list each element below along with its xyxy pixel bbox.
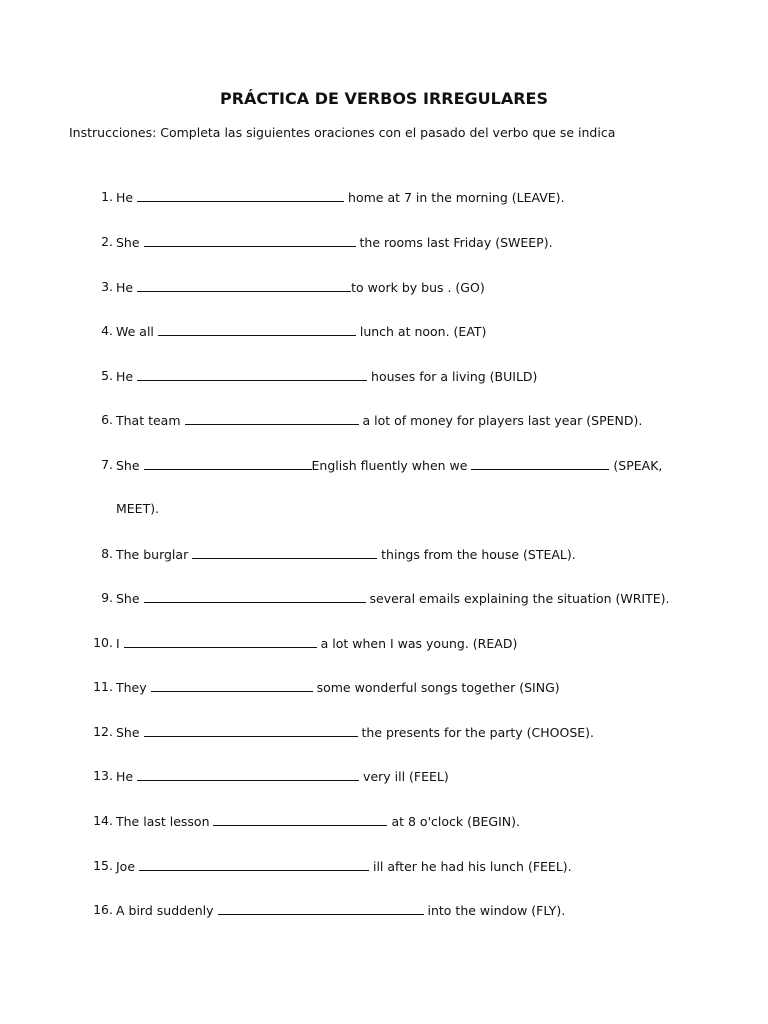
sentence-start: Joe <box>116 859 139 874</box>
answer-blank <box>139 858 369 871</box>
answer-blank <box>144 457 312 470</box>
exercise-sentence <box>116 546 576 562</box>
exercise-number: 2. <box>101 234 113 249</box>
sentence-end: the rooms last Friday (SWEEP). <box>355 235 553 250</box>
sentence-start: She <box>116 235 144 250</box>
sentence-middle: English fluently when we <box>311 458 472 473</box>
answer-blank <box>192 546 377 559</box>
sentence-end: lunch at noon. (EAT) <box>355 324 487 339</box>
answer-blank <box>137 189 344 202</box>
answer-blank <box>144 590 366 603</box>
sentence-start: The burglar <box>116 547 193 562</box>
exercise-sentence <box>116 457 662 473</box>
sentence-end: to work by bus . (GO) <box>351 280 485 295</box>
answer-blank <box>151 679 313 692</box>
sentence-end: at 8 o'clock (BEGIN). <box>387 814 521 829</box>
exercise-number: 8. <box>101 546 113 561</box>
exercise-number: 11. <box>93 679 113 694</box>
answer-blank <box>144 234 356 247</box>
sentence-start: The last lesson <box>116 814 214 829</box>
exercise-item-5 <box>0 368 768 388</box>
sentence-start: He <box>116 769 138 784</box>
exercise-item-16 <box>0 902 768 922</box>
exercise-sentence <box>116 323 486 339</box>
answer-blank <box>213 813 387 826</box>
exercise-item-13 <box>0 768 768 788</box>
exercise-sentence <box>116 902 565 918</box>
sentence-start: We all <box>116 324 158 339</box>
answer-blank <box>218 902 424 915</box>
sentence-start: She <box>116 725 144 740</box>
exercise-sentence <box>116 368 537 384</box>
sentence-start: She <box>116 591 144 606</box>
sentence-end: the presents for the party (CHOOSE). <box>357 725 595 740</box>
sentence-start: He <box>116 369 138 384</box>
exercise-number: 16. <box>93 902 113 917</box>
exercise-sentence <box>116 279 485 295</box>
answer-blank <box>158 323 356 336</box>
sentence-end: a lot of money for players last year (SPEND). <box>358 413 643 428</box>
answer-blank <box>137 279 351 292</box>
exercise-item-15 <box>0 858 768 878</box>
exercise-number: 3. <box>101 279 113 294</box>
exercise-sentence <box>116 189 565 205</box>
exercise-item-7 <box>0 457 768 477</box>
exercise-sentence <box>116 234 553 250</box>
exercise-sentence <box>116 724 594 740</box>
worksheet-title: PRÁCTICA DE VERBOS IRREGULARES <box>219 89 549 108</box>
answer-blank <box>185 412 359 425</box>
exercise-item-7-continuation <box>0 501 768 521</box>
exercise-item-8 <box>0 546 768 566</box>
exercise-number: 9. <box>101 590 113 605</box>
exercise-sentence <box>116 768 449 784</box>
exercise-item-14 <box>0 813 768 833</box>
sentence-end: several emails explaining the situation (WRITE). <box>365 591 670 606</box>
sentence-end: (SPEAK, <box>609 458 663 473</box>
exercise-item-9 <box>0 590 768 610</box>
exercise-item-1 <box>0 189 768 209</box>
exercise-number: 15. <box>93 858 113 873</box>
exercise-item-12 <box>0 724 768 744</box>
exercise-item-2 <box>0 234 768 254</box>
sentence-end: home at 7 in the morning (LEAVE). <box>344 190 565 205</box>
sentence-start: I <box>116 636 124 651</box>
exercise-sentence <box>116 635 517 651</box>
exercise-sentence <box>116 813 520 829</box>
exercise-item-10 <box>0 635 768 655</box>
exercise-number: 5. <box>101 368 113 383</box>
exercise-sentence <box>116 590 670 606</box>
sentence-end: some wonderful songs together (SING) <box>312 680 560 695</box>
exercise-number: 7. <box>101 457 113 472</box>
exercise-number: 14. <box>93 813 113 828</box>
exercise-number: 1. <box>101 189 113 204</box>
answer-blank <box>137 768 359 781</box>
exercise-sentence <box>116 412 642 428</box>
answer-blank <box>144 724 358 737</box>
sentence-start: A bird suddenly <box>116 903 218 918</box>
exercise-item-4 <box>0 323 768 343</box>
exercise-number: 4. <box>101 323 113 338</box>
instructions-text: Instrucciones: Completa las siguientes oraciones con el pasado del verbo que se indica <box>69 125 616 140</box>
exercise-item-6 <box>0 412 768 432</box>
sentence-end: ill after he had his lunch (FEEL). <box>369 859 572 874</box>
exercise-number: 10. <box>93 635 113 650</box>
answer-blank <box>124 635 317 648</box>
exercise-item-3 <box>0 279 768 299</box>
sentence-continuation: MEET). <box>116 501 160 516</box>
exercise-number: 12. <box>93 724 113 739</box>
sentence-end: very ill (FEEL) <box>359 769 449 784</box>
sentence-start: That team <box>116 413 185 428</box>
exercise-number: 6. <box>101 412 113 427</box>
sentence-end: into the window (FLY). <box>423 903 566 918</box>
exercise-sentence <box>116 858 572 874</box>
sentence-start: He <box>116 280 138 295</box>
exercise-item-11 <box>0 679 768 699</box>
sentence-end: a lot when I was young. (READ) <box>316 636 518 651</box>
answer-blank <box>471 457 609 470</box>
sentence-end: things from the house (STEAL). <box>377 547 576 562</box>
sentence-start: They <box>116 680 151 695</box>
sentence-end: houses for a living (BUILD) <box>367 369 538 384</box>
exercise-sentence <box>116 679 560 695</box>
answer-blank <box>137 368 367 381</box>
sentence-start: She <box>116 458 144 473</box>
exercise-number: 13. <box>93 768 113 783</box>
sentence-start: He <box>116 190 138 205</box>
